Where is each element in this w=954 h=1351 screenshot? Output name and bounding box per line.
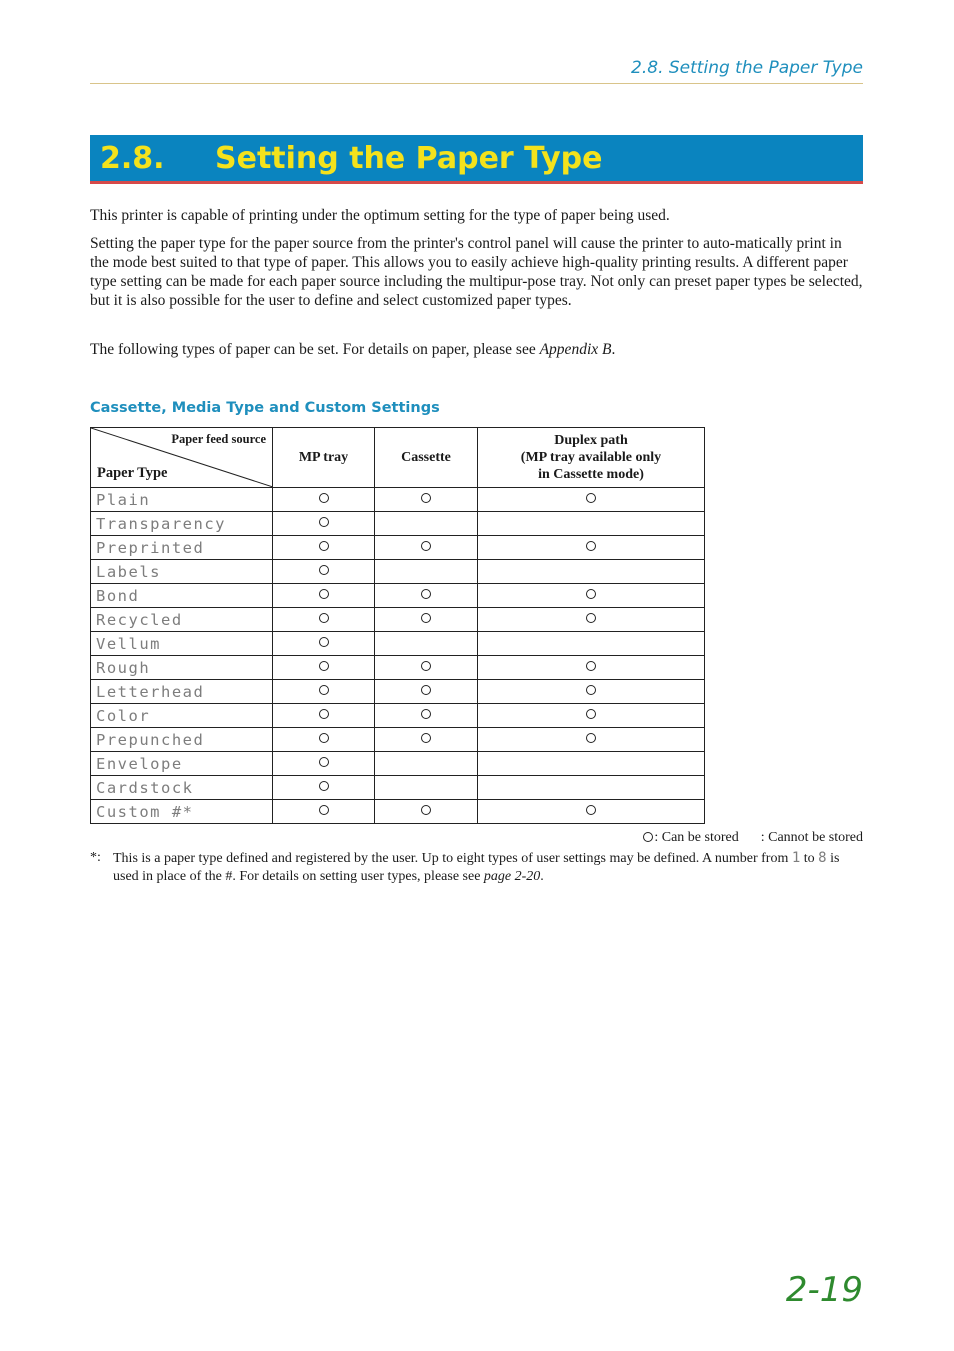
paper-type-cell: Bond [91,584,273,608]
circle-icon [586,493,596,503]
section-title-banner [90,135,863,184]
duplex-cell [478,560,705,584]
duplex-cell [478,704,705,728]
circle-icon [319,541,329,551]
circle-icon [586,661,596,671]
circle-icon [319,565,329,575]
table-row [91,656,705,680]
section-title: Setting the Paper Type [215,140,603,176]
table-row [91,704,705,728]
circle-icon [586,709,596,719]
mp-tray-cell [273,608,375,632]
paper-type-cell: Recycled [91,608,273,632]
table-row [91,632,705,656]
paper-type-cell: Prepunched [91,728,273,752]
paper-type-cell: Preprinted [91,536,273,560]
circle-icon [319,685,329,695]
footnote-text [113,849,865,886]
duplex-cell [478,680,705,704]
mp-tray-cell [273,680,375,704]
paper-type-label: Paper Type [97,465,168,481]
table-header-row [91,428,705,488]
paper-type-cell: Color [91,704,273,728]
header-rule [90,83,863,84]
footnote-number-8: 8 [818,850,827,866]
circle-icon [319,805,329,815]
mp-tray-cell [273,776,375,800]
circle-icon [586,541,596,551]
footnote [90,849,865,886]
circle-icon [319,493,329,503]
circle-icon [586,733,596,743]
table-row [91,512,705,536]
circle-icon [319,733,329,743]
appendix-b-link[interactable]: Appendix B [539,341,612,358]
table-row [91,608,705,632]
paper-type-cell: Vellum [91,632,273,656]
paper-type-cell: Transparency [91,512,273,536]
circle-icon [319,637,329,647]
footnote-text-part: is used in place of the #. For details on setting user types, please see [113,851,840,884]
paper-type-cell: Letterhead [91,680,273,704]
circle-icon [643,832,653,842]
appendix-reference-text: The following types of paper can be set. For details on paper, please see [90,341,540,358]
running-header-title: 2.8. Setting the Paper Type [631,58,863,78]
mp-tray-cell [273,560,375,584]
circle-icon [421,613,431,623]
duplex-cell [478,728,705,752]
table-row [91,584,705,608]
footnote-text-part: . [540,869,544,884]
paper-type-table [90,427,705,824]
mp-tray-cell [273,704,375,728]
section-number: 2.8. [100,140,165,176]
cassette-cell [375,680,478,704]
mp-tray-cell [273,632,375,656]
table-legend [643,830,863,846]
appendix-reference-paragraph [90,340,863,359]
cassette-cell [375,776,478,800]
paper-type-description-paragraph: Setting the paper type for the paper source from the printer's control panel will cause the printer to auto-matically print in the mode best suited to that type of paper. This allows you to easily achieve high-quality printing results. A different paper type setting can be made for each paper source including the multipur-pose tray. Not only can preset paper types be selected, but it is also possible for the user to define and select customized paper types. [90,235,863,309]
cassette-column-header: Cassette [375,428,478,488]
duplex-cell [478,752,705,776]
paper-type-cell: Plain [91,488,273,512]
table-body [91,488,705,824]
duplex-cell [478,632,705,656]
cassette-cell [375,632,478,656]
page-2-20-link[interactable]: page 2-20 [483,869,541,884]
cassette-cell [375,752,478,776]
circle-icon [319,781,329,791]
duplex-cell [478,776,705,800]
circle-icon [421,709,431,719]
cassette-cell [375,656,478,680]
table-row [91,488,705,512]
mp-tray-cell [273,488,375,512]
footnote-number-1: 1 [791,850,801,866]
paper-feed-source-label: Paper feed source [171,432,266,446]
legend-cannot-store: : Cannot be stored [760,830,863,845]
circle-icon [319,613,329,623]
footnote-text-part: to [800,851,819,866]
mp-tray-column-header: MP tray [273,428,375,488]
cassette-cell [375,512,478,536]
cassette-cell [375,536,478,560]
paper-type-cell: Custom #* [91,800,273,824]
cassette-cell [375,728,478,752]
duplex-cell [478,488,705,512]
circle-icon [421,493,431,503]
table-row [91,752,705,776]
duplex-cell [478,584,705,608]
mp-tray-cell [273,584,375,608]
duplex-cell [478,800,705,824]
circle-icon [421,805,431,815]
circle-icon [421,541,431,551]
circle-icon [319,757,329,767]
table-row [91,560,705,584]
mp-tray-cell [273,656,375,680]
table-row [91,680,705,704]
cassette-cell [375,560,478,584]
duplex-column-header [478,428,705,488]
circle-icon [586,589,596,599]
circle-icon [586,805,596,815]
circle-icon [319,661,329,671]
duplex-header-line-3: in Cassette mode) [538,467,644,482]
mp-tray-cell [273,752,375,776]
cassette-cell [375,704,478,728]
cassette-cell [375,488,478,512]
paper-type-cell: Labels [91,560,273,584]
circle-icon [421,733,431,743]
circle-icon [319,517,329,527]
duplex-header-line-1: Duplex path [554,433,628,448]
table-row [91,728,705,752]
circle-icon [586,685,596,695]
circle-icon [319,709,329,719]
circle-icon [421,685,431,695]
mp-tray-cell [273,512,375,536]
circle-icon [319,589,329,599]
cassette-cell [375,584,478,608]
table-row [91,776,705,800]
intro-paragraph: This printer is capable of printing under the optimum setting for the type of paper being used. [90,207,670,224]
table-subheading: Cassette, Media Type and Custom Settings [90,400,440,416]
paragraph-end: . [611,341,616,358]
page-number: 2-19 [785,1270,863,1310]
paper-type-cell: Rough [91,656,273,680]
mp-tray-cell [273,536,375,560]
table-row [91,800,705,824]
footnote-mark: *: [90,850,101,865]
circle-icon [586,613,596,623]
paper-type-cell: Envelope [91,752,273,776]
duplex-cell [478,536,705,560]
cassette-cell [375,800,478,824]
circle-icon [421,661,431,671]
footnote-text-part: This is a paper type defined and registered by the user. Up to eight types of user settings may be defined. A number from [113,851,792,866]
cassette-cell [375,608,478,632]
duplex-header-line-2: (MP tray available only [520,450,662,465]
mp-tray-cell [273,800,375,824]
paper-type-cell: Cardstock [91,776,273,800]
circle-icon [421,589,431,599]
corner-header-cell [91,428,273,488]
table-row [91,536,705,560]
duplex-cell [478,608,705,632]
mp-tray-cell [273,728,375,752]
duplex-cell [478,512,705,536]
duplex-cell [478,656,705,680]
legend-can-store: : Can be stored [654,830,739,845]
